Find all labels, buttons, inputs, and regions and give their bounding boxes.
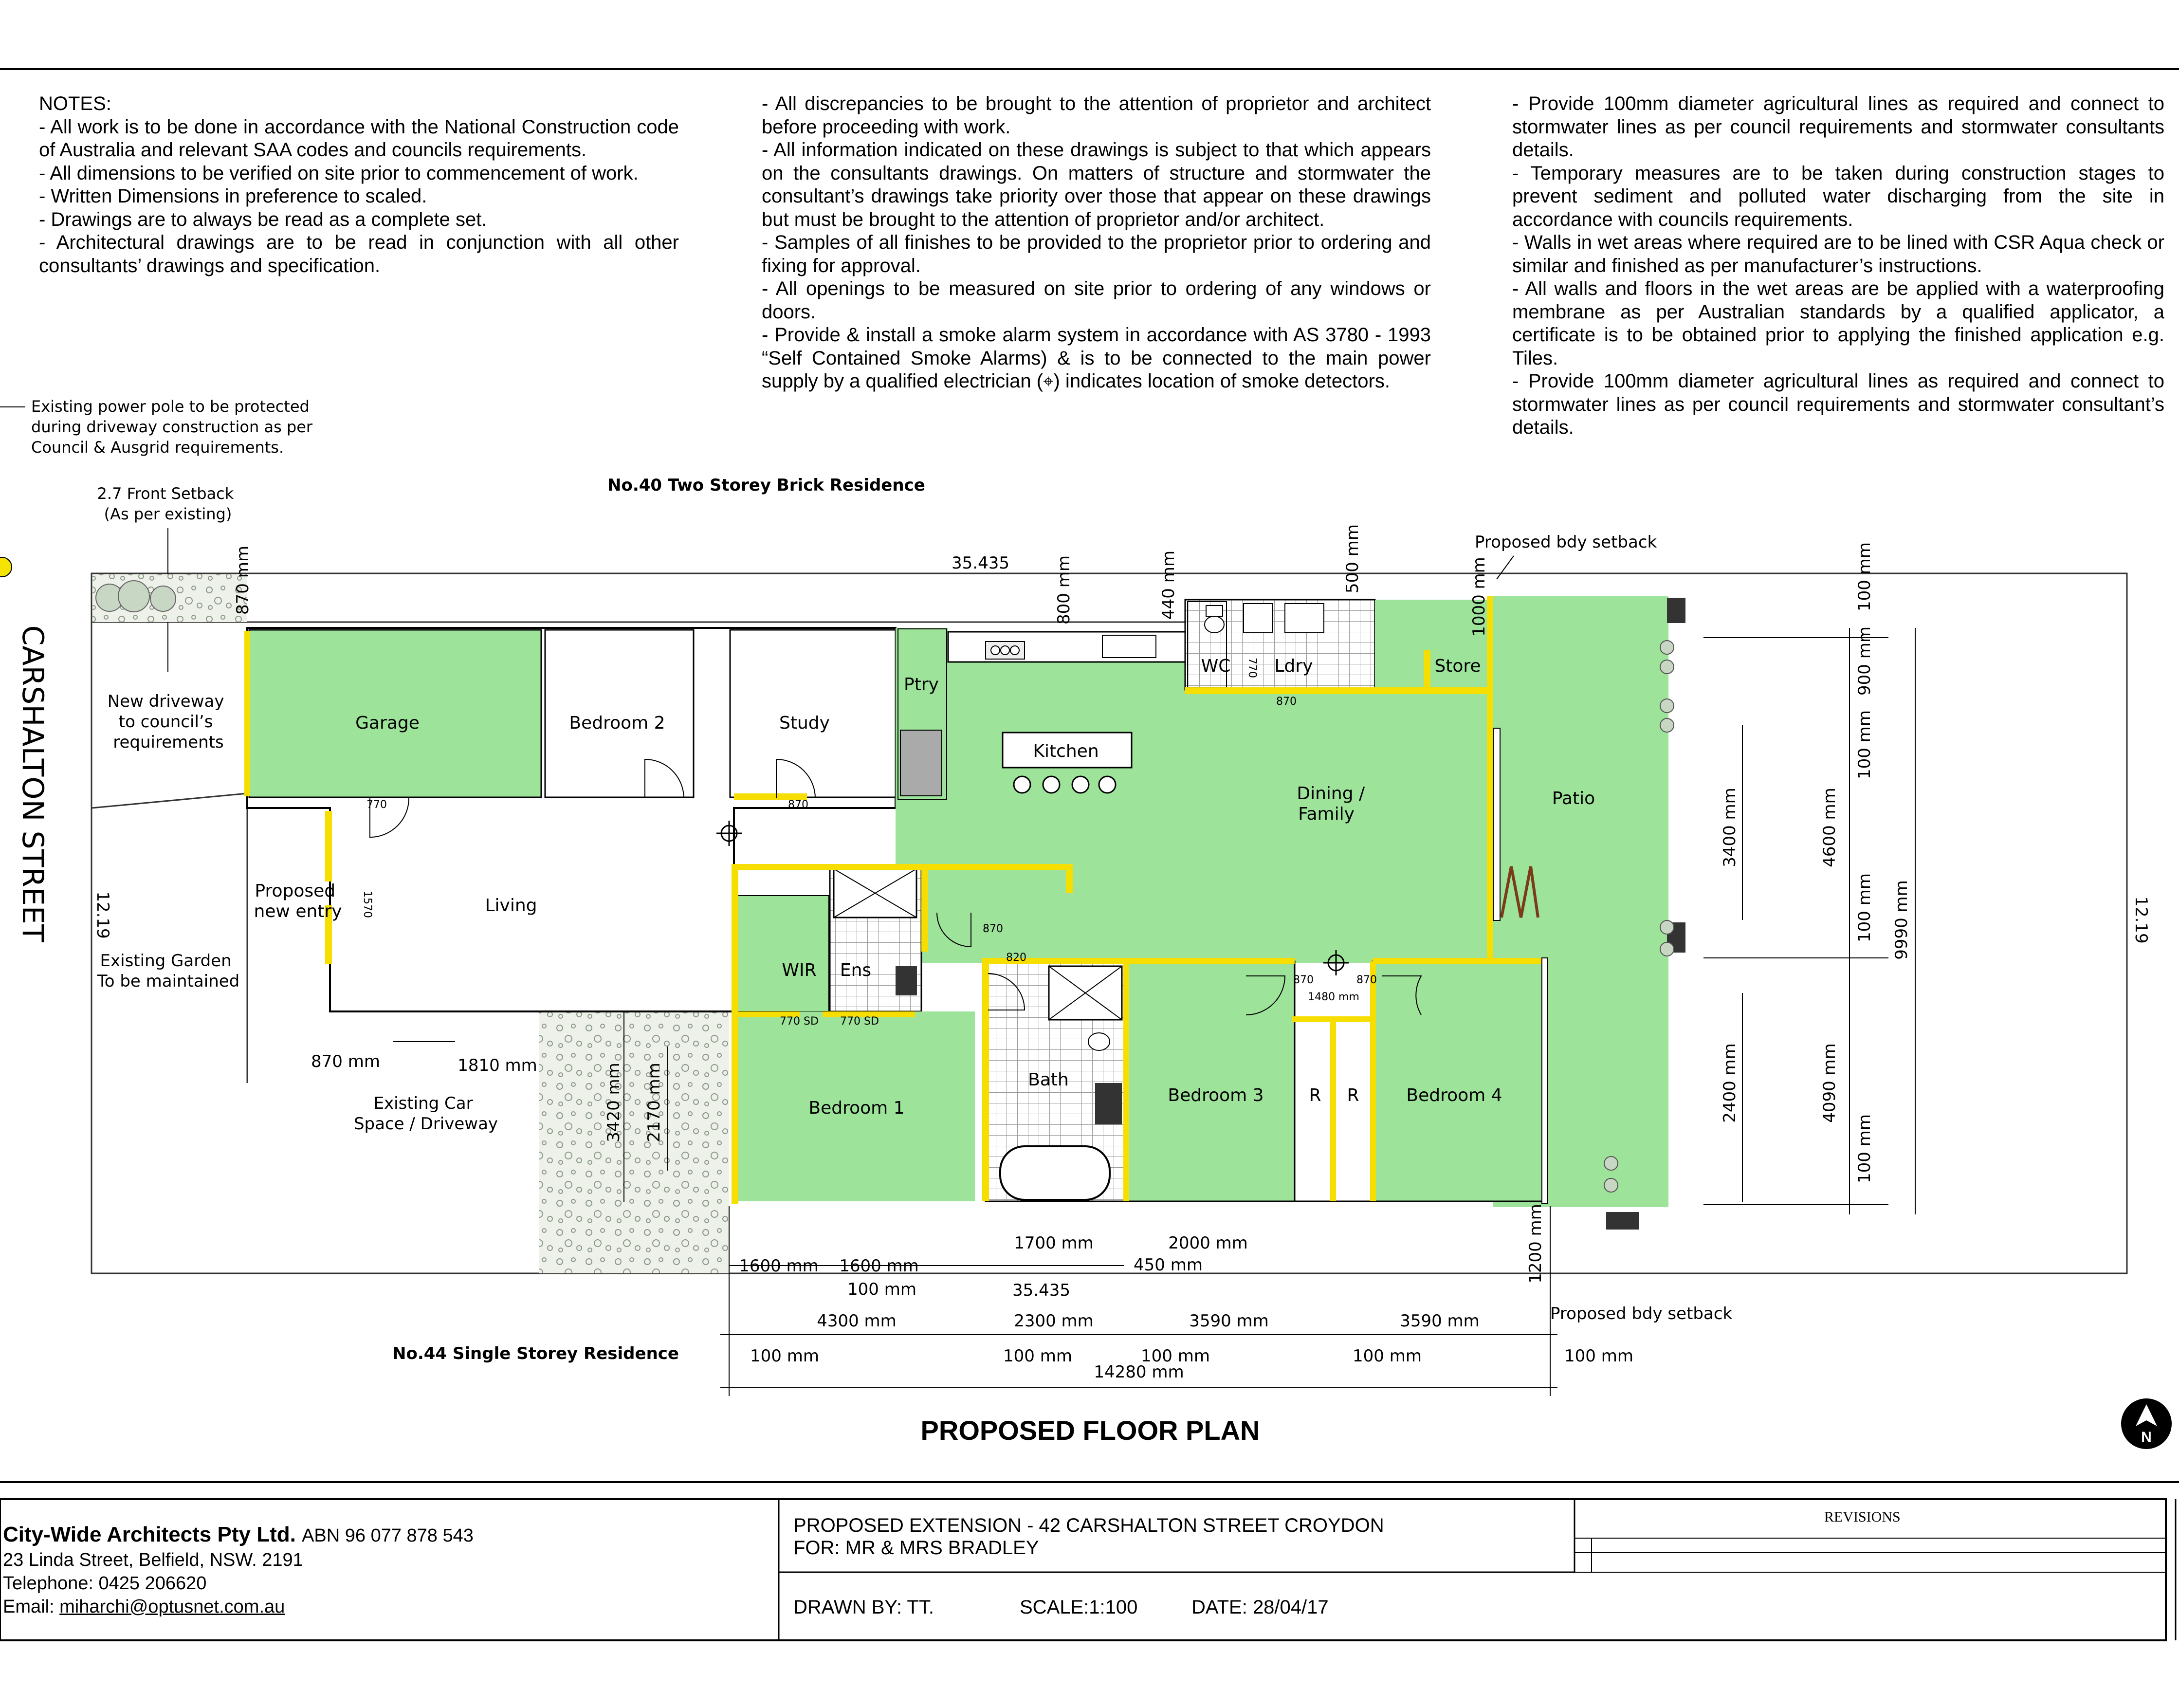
notes-line: - All dimensions to be verified on site prior to commencement of work. [39, 162, 639, 184]
street-name: CARSHALTON STREET [16, 625, 50, 942]
notes-line: - Written Dimensions in preference to scaled. [39, 185, 427, 207]
label-pantry: Ptry [904, 675, 939, 695]
leader-line [1497, 556, 1514, 579]
dim-label: 820 [1006, 952, 1026, 964]
dim-label: 900 mm [1855, 626, 1874, 696]
grate-icon [1667, 598, 1685, 623]
label-garage: Garage [355, 713, 420, 733]
power-pole-note [31, 397, 317, 457]
vanity-icon [896, 966, 917, 995]
dim-label: 1600 mm [839, 1256, 919, 1276]
notes-line-smoke: - Provide & install a smoke alarm system in accordance with AS 3780 - 1993 “Self Contained Smoke Alarms) & is to be connected to the main power supply by a qualified electrician (⌖) indicates location of smoke detectors. [762, 324, 1431, 392]
width-right: 12.19 [2131, 896, 2151, 944]
car-space-note: Existing Car Space / Driveway [353, 1094, 498, 1134]
dim-label: 100 mm [750, 1346, 819, 1366]
shrub-icon [118, 581, 149, 612]
stove-burner [991, 646, 1000, 655]
notes-line: - Architectural drawings are to be read in conjunction with all other consultants’ drawings and specification. [39, 232, 679, 276]
neighbour-bottom: No.44 Single Storey Residence [392, 1344, 679, 1363]
plan-title: PROPOSED FLOOR PLAN [920, 1415, 1260, 1446]
washer-icon [1244, 604, 1273, 633]
dining-fill-main [896, 662, 1493, 961]
date: DATE: 28/04/17 [1191, 1597, 1329, 1618]
label-bedroom-2: Bedroom 2 [569, 713, 665, 733]
north-label: N [2141, 1429, 2152, 1445]
new-wall [1487, 596, 1494, 971]
dim-label: 770 [366, 799, 387, 811]
room-bedroom-3 [1127, 961, 1295, 1201]
store-wall [1424, 650, 1430, 689]
notes-line: - Provide 100mm diameter agricultural lines as required and connect to stormwater lines as per council requirements and stormwater consultants details. [1512, 93, 2164, 161]
firm-abn: ABN 96 077 878 543 [302, 1525, 474, 1546]
dim-label: 1000 mm [1469, 557, 1489, 637]
dim-label: 770 SD [780, 1015, 819, 1028]
notes-line: - Temporary measures are to be taken during construction stages to prevent sediment and polluted water discharging from the site in accordance with councils requirements. [1512, 162, 2164, 230]
dim-label: 2000 mm [1168, 1233, 1248, 1253]
plant-icon [1604, 1157, 1618, 1170]
dim-label: 1700 mm [1014, 1233, 1094, 1253]
dim-label: 870 [1293, 974, 1314, 986]
bdy-setback-top: Proposed bdy setback [1475, 533, 1657, 552]
width-left: 12.19 [93, 891, 112, 939]
dim-label: 3590 mm [1400, 1311, 1480, 1331]
new-wall [1542, 958, 1548, 1204]
notes-line: - All information indicated on these drawings is subject to that which appears on the consultants drawings. On matters of structure and stormwater the consultant’s drawings take priority over those that appear on these drawings but must be brought to the attention of proprietor and/or architect. [762, 139, 1431, 230]
dim-label: 2170 mm [644, 1063, 664, 1142]
email-link[interactable]: miharchi@optusnet.com.au [59, 1597, 285, 1617]
new-wall [244, 631, 250, 796]
new-wall [1123, 961, 1129, 1201]
label-bedroom-4: Bedroom 4 [1406, 1085, 1502, 1105]
new-wall [1493, 728, 1500, 920]
dim-label: 770 SD [840, 1015, 879, 1028]
room-wir [734, 896, 829, 1011]
label-robe: R [1347, 1085, 1359, 1105]
plant-icon [1604, 1178, 1618, 1192]
drawn-by: DRAWN BY: TT. [793, 1597, 934, 1618]
power-pole-line: Existing power pole to be protected [31, 397, 310, 416]
label-dining-family: Dining / Family [1297, 784, 1365, 824]
stove-burner [1010, 646, 1019, 655]
label-store: Store [1434, 656, 1481, 676]
dim-label: 450 mm [1134, 1255, 1203, 1275]
neighbour-top: No.40 Two Storey Brick Residence [607, 476, 925, 495]
label-kitchen: Kitchen [1033, 741, 1099, 761]
notes-line: NOTES: [39, 93, 111, 114]
toilet-bowl-icon [1088, 1033, 1110, 1050]
dim-label: 100 mm [1141, 1346, 1210, 1366]
dim-label: 870 mm [311, 1052, 380, 1071]
stove-burner [1001, 646, 1009, 655]
stool-icon [1014, 776, 1030, 793]
new-wall [982, 958, 989, 1201]
dim-label: 870 [1356, 974, 1377, 986]
client-name: FOR: MR & MRS BRADLEY [793, 1537, 1039, 1559]
dim-label: 4600 mm [1820, 788, 1839, 867]
stool-icon [1043, 776, 1060, 793]
dim-label: 2300 mm [1014, 1311, 1094, 1331]
notes-line: - Walls in wet areas where required are to be lined with CSR Aqua check or similar and finished as per manufacturer’s instructions. [1512, 232, 2164, 276]
label-living: Living [485, 896, 537, 916]
dim-label: 4300 mm [817, 1311, 897, 1331]
new-wall [1124, 958, 1295, 964]
label-robe: R [1309, 1085, 1321, 1105]
grate-icon [1606, 1212, 1639, 1230]
dim-label: 3590 mm [1189, 1311, 1269, 1331]
length-top: 35.435 [952, 553, 1009, 573]
garden-note: Existing Garden To be maintained [97, 951, 240, 991]
dim-label: 1810 mm [458, 1056, 537, 1075]
dim-label: 1480 mm [1308, 991, 1359, 1003]
bathtub-icon [1000, 1146, 1110, 1200]
dim-label: 100 mm [1855, 1114, 1874, 1183]
label-study: Study [779, 713, 830, 733]
dim-label: 14280 mm [1094, 1362, 1184, 1382]
dim-label: 870 mm [233, 546, 253, 615]
revisions-header: REVISIONS [1824, 1509, 1901, 1525]
plant-icon [1660, 660, 1674, 674]
notes-line: - All openings to be measured on site prior to ordering of any windows or doors. [762, 278, 1431, 323]
dim-label: 9990 mm [1892, 880, 1911, 960]
dim-label: 870 [788, 799, 808, 811]
label-wc: WC [1201, 656, 1231, 676]
notes-line: - All work is to be done in accordance with the National Construction code of Australia and relevant SAA codes and councils requirements. [39, 116, 679, 161]
front-setback-note: 2.7 Front Setback (As per existing) [97, 484, 234, 523]
fridge-icon [900, 730, 942, 796]
notes-line: - Drawings are to always be read as a complete set. [39, 208, 487, 230]
dim-label: 500 mm [1343, 524, 1362, 593]
dryer-icon [1285, 604, 1324, 633]
plant-icon [1660, 942, 1674, 956]
vanity-icon [1095, 1083, 1122, 1124]
smoke-detector-icon: ⌖ [1043, 371, 1054, 392]
label-ensuite: Ens [840, 960, 872, 980]
new-wall [732, 1011, 738, 1204]
dim-label: 100 mm [1855, 710, 1874, 779]
bdy-setback-bottom: Proposed bdy setback [1550, 1304, 1733, 1323]
new-wall [1370, 961, 1376, 1201]
power-pole-line: during driveway construction as per [31, 418, 313, 436]
driveway-edge [92, 793, 247, 808]
dim-label: 1200 mm [1526, 1204, 1545, 1284]
dim-label: 1570 [361, 891, 373, 918]
stool-icon [1072, 776, 1089, 793]
dim-label: 100 mm [1855, 873, 1874, 942]
dim-label: 870 [1276, 696, 1297, 708]
new-wall [1330, 1020, 1336, 1201]
dim-label: 100 mm [1855, 542, 1874, 611]
firm-email: Email: miharchi@optusnet.com.au [3, 1597, 285, 1617]
label-wir: WIR [782, 960, 817, 980]
project-title: PROPOSED EXTENSION - 42 CARSHALTON STREET CROYDON [793, 1515, 1384, 1536]
stool-icon [1099, 776, 1116, 793]
label-bedroom-3: Bedroom 3 [1168, 1085, 1264, 1105]
firm-phone: Telephone: 0425 206620 [3, 1573, 207, 1594]
label-bath: Bath [1028, 1070, 1069, 1090]
dim-label: 770 [1246, 658, 1258, 678]
room-bedroom-4 [1373, 961, 1545, 1201]
new-wall [1185, 687, 1492, 694]
plant-icon [1660, 920, 1674, 934]
shrub-icon [150, 586, 176, 611]
notes-line: - Provide 100mm diameter agricultural lines as required and connect to stormwater lines as per council requirements and stormwater consultant’s details. [1512, 370, 2164, 438]
dim-label: 3400 mm [1720, 788, 1740, 867]
label-bedroom-1: Bedroom 1 [808, 1098, 905, 1118]
dim-label: 2400 mm [1720, 1043, 1740, 1123]
revisions-grid [1575, 1538, 2166, 1572]
label-entry: Proposed new entry [254, 881, 342, 921]
length-bottom: 35.435 [1012, 1281, 1070, 1300]
dim-label: 4090 mm [1820, 1043, 1839, 1123]
new-wall [732, 864, 738, 1015]
driveway-note: New driveway to council’s requirements [107, 692, 224, 752]
dim-label: 3420 mm [604, 1063, 623, 1142]
power-pole-line: Council & Ausgrid requirements. [31, 438, 284, 457]
power-pole-icon [0, 557, 12, 577]
new-wall [921, 864, 928, 952]
plant-icon [1660, 641, 1674, 654]
dim-label: 100 mm [847, 1280, 916, 1299]
sink-icon [1102, 635, 1156, 658]
label-laundry: Ldry [1274, 656, 1313, 676]
firm-name: City-Wide Architects Pty Ltd. ABN 96 077 878 543 [3, 1523, 474, 1546]
toilet-icon [1206, 606, 1223, 616]
new-wall [1373, 958, 1548, 964]
notes-line: - All discrepancies to be brought to the attention of proprietor and architect before proceeding with work. [762, 93, 1431, 138]
dim-label: 1600 mm [739, 1256, 819, 1276]
label-patio: Patio [1552, 789, 1595, 808]
new-wall [982, 958, 1128, 964]
robe-2 [1334, 1020, 1373, 1201]
dim-label: 100 mm [1353, 1346, 1422, 1366]
plant-icon [1660, 699, 1674, 713]
firm-address: 23 Linda Street, Belfield, NSW. 2191 [3, 1550, 303, 1570]
car-space-gravel [539, 1011, 729, 1273]
new-wall [732, 864, 926, 870]
new-wall [921, 864, 1070, 870]
notes-line: - All walls and floors in the wet areas are be applied with a waterproofing membrane as per Australian standards by a qualified applicator, a certificate is to be obtained prior to applying the finished application e.g. Tiles. [1512, 278, 2164, 369]
dim-label: 800 mm [1054, 555, 1074, 624]
robe-1 [1295, 1020, 1334, 1201]
scale: SCALE:1:100 [1020, 1597, 1138, 1618]
dim-label: 440 mm [1159, 551, 1178, 620]
notes-line: - Samples of all finishes to be provided to the proprietor prior to ordering and fixing for approval. [762, 232, 1431, 276]
new-wall [1066, 864, 1073, 893]
toilet-bowl-icon [1205, 616, 1224, 633]
dim-label: 870 [983, 923, 1003, 935]
new-wall [325, 811, 332, 882]
dim-label: 100 mm [1564, 1346, 1633, 1366]
dim-label: 100 mm [1003, 1346, 1072, 1366]
plant-icon [1660, 718, 1674, 732]
